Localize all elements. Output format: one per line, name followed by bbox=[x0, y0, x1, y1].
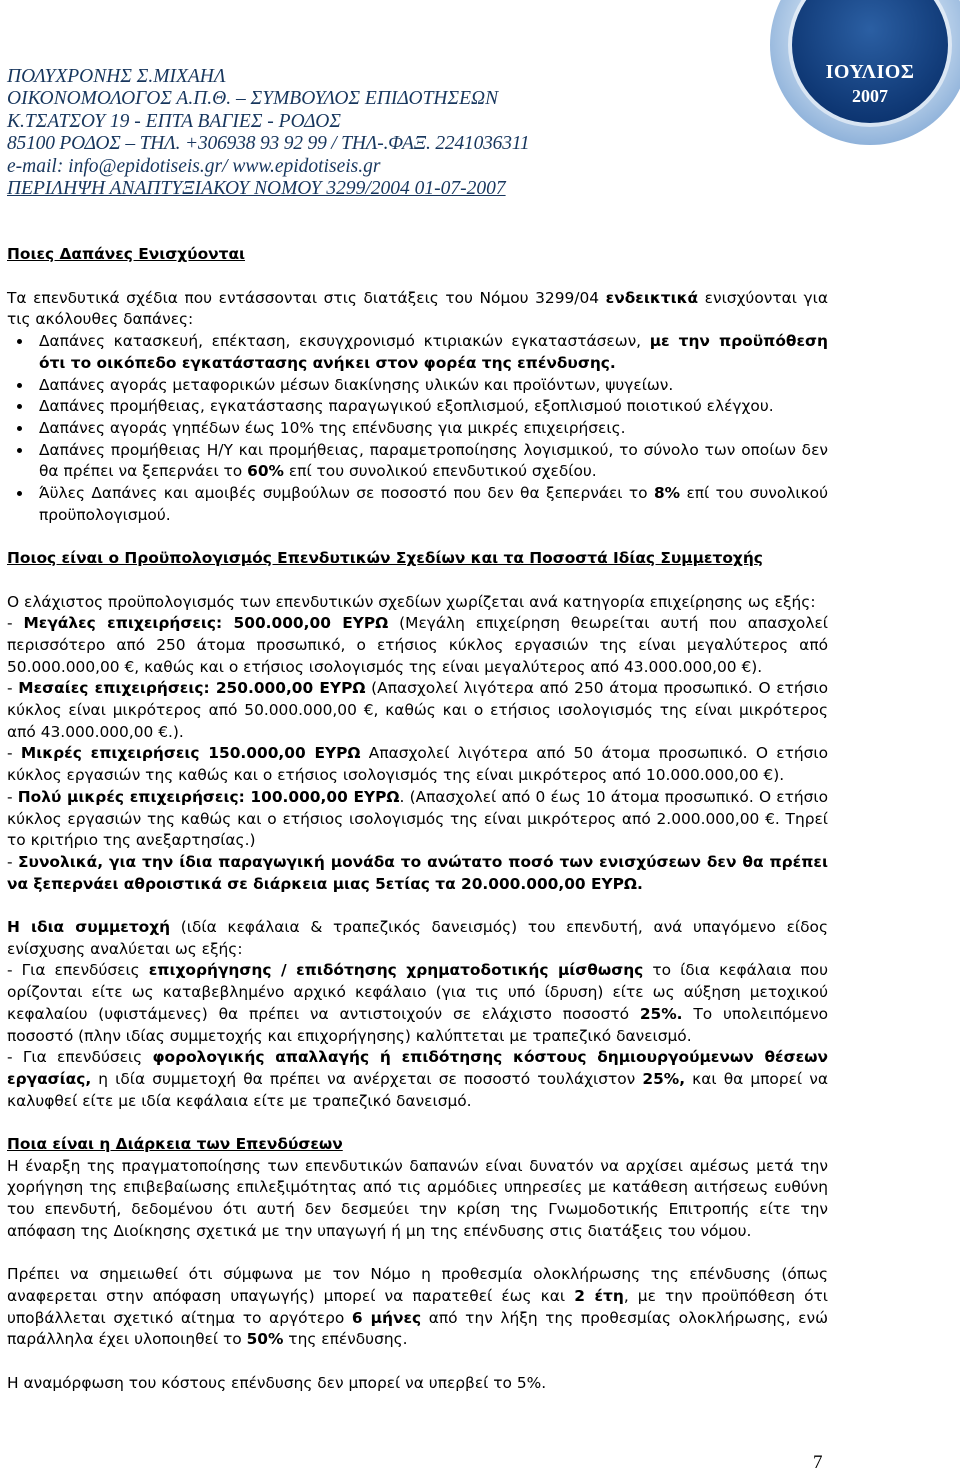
document-body bbox=[7, 244, 828, 1394]
text-run: Το υπολειπόμενο ποσοστό (πλην ιδίας συμμετοχής και επιχορήγησης) καλύπτεται με τραπεζικό δανεισμό. bbox=[7, 1004, 828, 1045]
own-contribution-intro bbox=[7, 917, 828, 960]
text-run: ενισχύονται για τις ακόλουθες δαπάνες: bbox=[7, 288, 828, 329]
text-run-bold: Μεσαίες επιχειρήσεις: 250.000,00 ΕΥΡΩ bbox=[18, 679, 366, 698]
text-run: Απασχολεί λιγότερα από 50 άτομα προσωπικό. Ο ετήσιο κύκλος εργασιών της καθώς και ο ετήσιος ισολογισμός της είναι μικρότερος από 10.000.000,00 €). bbox=[7, 744, 829, 785]
letterhead-subject: ΠΕΡΙΛΗΨΗ ΑΝΑΠΤΥΞΙΑΚΟΥ ΝΟΜΟΥ 3299/2004 01-07-2007 bbox=[7, 177, 506, 199]
text-run-bold: Μεγάλες επιχειρήσεις: 500.000,00 ΕΥΡΩ bbox=[23, 614, 389, 633]
list-item bbox=[39, 375, 828, 397]
text-run-bold: 8% bbox=[653, 484, 681, 503]
section-title-duration: Ποια είναι η Διάρκεια των Επενδύσεων bbox=[7, 1135, 343, 1154]
text-run: - bbox=[7, 614, 24, 633]
spacer bbox=[7, 526, 828, 548]
text-run: Δαπάνες προμήθειας Η/Υ και προμήθειας, παραμετροποίησης λογισμικού, το σύνολο των οποίων δεν θα πρέπει να ξεπερνάει το bbox=[39, 440, 828, 481]
text-run: - bbox=[7, 744, 21, 763]
text-run: - bbox=[7, 787, 18, 806]
own-contribution-grant bbox=[7, 960, 828, 1047]
text-run-bold: Πολύ μικρές επιχειρήσεις: 100.000,00 ΕΥΡΩ bbox=[17, 787, 400, 806]
text-run-bold: με την προϋπόθεση ότι το οικόπεδο εγκατάστασης ανήκει στον φορέα της επένδυσης. bbox=[39, 332, 828, 372]
text-run-bold: 2 έτη bbox=[574, 1286, 624, 1305]
section-title-budget: Ποιος είναι ο Προϋπολογισμός Επενδυτικών Σχεδίων και τα Ποσοστά Ιδίας Συμμετοχής bbox=[7, 549, 763, 568]
budget-medium bbox=[7, 678, 828, 743]
expenses-intro bbox=[7, 288, 828, 331]
text-run-bold: Η ιδια συμμετοχή bbox=[7, 918, 171, 937]
text-run: Δαπάνες αγοράς μεταφορικών μέσων διακίνησης υλικών και προϊόντων, ψυγείων. bbox=[39, 375, 674, 394]
text-run: Δαπάνες κατασκευή, επέκταση, εκσυγχρονισμό κτιριακών εγκαταστάσεων, bbox=[39, 332, 650, 351]
budget-total bbox=[7, 852, 828, 895]
text-run-bold: Μικρές επιχειρήσεις 150.000,00 ΕΥΡΩ bbox=[20, 744, 361, 763]
text-run: Τα επενδυτικά σχέδια που εντάσσονται στις διατάξεις του Νόμου 3299/04 bbox=[7, 288, 606, 307]
badge-year: 2007 bbox=[852, 86, 888, 106]
text-run: Άϋλες Δαπάνες και αμοιβές συμβούλων σε ποσοστό που δεν θα ξεπερνάει το bbox=[39, 484, 654, 503]
duration-paragraph-2 bbox=[7, 1264, 828, 1351]
list-item bbox=[39, 396, 828, 418]
spacer bbox=[7, 895, 828, 917]
own-contribution-tax bbox=[7, 1047, 828, 1112]
text-run: (Μεγάλη επιχείρηση θεωρείται αυτή που απασχολεί περισσότερο από 250 άτομα προσωπικό, ο ετήσιος κύκλος εργασιών της είναι μεγαλύτερος από 50.000.000,00 €, καθώς και ο ετήσιος ισολογισμός της είναι μεγαλύτερος από 43.000.000,00 €). bbox=[7, 614, 828, 676]
text-run: . (Απασχολεί από 0 έως 10 άτομα προσωπικό. Ο ετήσιο κύκλος εργασιών της καθώς και ο ετήσιος ισολογισμός της είναι μικρότερος από 2.000.000,00 €. Τηρεί το κριτήριο της ανεξαρτησίας.) bbox=[7, 787, 828, 850]
budget-very-small bbox=[7, 787, 828, 852]
text-run-bold: ενδεικτικά bbox=[605, 288, 699, 307]
budget-small bbox=[7, 743, 828, 786]
text-run: - bbox=[7, 679, 19, 698]
text-run-bold: 60% bbox=[247, 462, 284, 481]
section-title-expenses: Ποιες Δαπάνες Ενισχύονται bbox=[7, 245, 246, 263]
badge-month: ΙΟΥΛΙΟΣ bbox=[825, 61, 915, 83]
text-run-bold: φορολογικής απαλλαγής ή επιδότησης κόστους δημιουργούμενων θέσεων εργασίας, bbox=[7, 1048, 829, 1088]
list-item bbox=[39, 418, 828, 440]
spacer bbox=[7, 1351, 828, 1373]
text-run: επί του συνολικού επενδυτικού σχεδίου. bbox=[283, 462, 597, 481]
text-run: το ίδια κεφάλαια που ορίζονται είτε ως καταβεβλημένο αρχικό κεφάλαιο (για τις υπό ίδρυση) είτε ως αύξηση μετοχικού κεφαλαίου (υφιστάμενες) θα πρέπει να αντιστοιχούν σε ελάχιστο ποσοστό bbox=[7, 961, 828, 1023]
text-run-bold: Συνολικά, για την ίδια παραγωγική μονάδα το ανώτατο ποσό των ενισχύσεων δεν θα πρέπει να ξεπερνάει αθροιστικά σε διάρκεια μιας 5ετίας τα 20.000.000,00 ΕΥΡΩ. bbox=[7, 852, 828, 893]
text-run: - Για επενδύσεις bbox=[7, 961, 149, 980]
text-run: η ιδία συμμετοχή θα πρέπει να ανέρχεται σε ποσοστό τουλάχιστον bbox=[91, 1069, 643, 1088]
text-run: από την λήξη της προθεσμίας ολοκλήρωσης, ενώ παράλληλα έχει υλοποιηθεί το bbox=[7, 1308, 828, 1349]
text-run: Πρέπει να σημειωθεί ότι σύμφωνα με τον Νόμο η προθεσμία ολοκλήρωσης της επένδυσης (όπως αναφερεται στην απόφαση υπαγωγής) μπορεί να παρατεθεί έως και bbox=[7, 1265, 828, 1305]
spacer bbox=[7, 1243, 828, 1265]
text-run-bold: 25%, bbox=[642, 1069, 686, 1088]
text-run-bold: επιχορήγησης / επιδότησης χρηματοδοτικής μίσθωσης bbox=[148, 961, 644, 980]
letterhead bbox=[7, 66, 687, 200]
letterhead-phone: 85100 ΡΟΔΟΣ – ΤΗΛ. +306938 93 92 99 / ΤΗΛ-.ΦΑΞ. 2241036311 bbox=[7, 133, 530, 155]
text-run: και θα μπορεί να καλυφθεί είτε με ιδία κεφάλαια είτε με τραπεζικό δανεισμό. bbox=[7, 1069, 828, 1110]
text-run-bold: 25%. bbox=[639, 1004, 683, 1023]
letterhead-name: ΠΟΛΥΧΡΟΝΗΣ Σ.ΜΙΧΑΗΛ bbox=[7, 66, 226, 87]
text-run: , με την προϋπόθεση ότι υποβάλλεται σχετικό αίτημα το αργότερο bbox=[7, 1286, 828, 1327]
text-run: Δαπάνες προμήθειας, εγκατάστασης παραγωγικού εξοπλισμού, εξοπλισμού ποιοτικού ελέγχου. bbox=[39, 397, 774, 416]
list-item bbox=[39, 331, 828, 374]
letterhead-email: e-mail: info@epidotiseis.gr/ www.epidotiseis.gr bbox=[7, 155, 381, 177]
text-run-bold: 6 μήνες bbox=[351, 1308, 422, 1327]
spacer bbox=[7, 266, 828, 288]
duration-paragraph-3: Η αναμόρφωση του κόστους επένδυσης δεν μπορεί να υπερβεί το 5%. bbox=[7, 1373, 547, 1392]
spacer bbox=[7, 1112, 828, 1134]
text-run: Δαπάνες αγοράς γηπέδων έως 10% της επένδυσης για μικρές επιχειρήσεις. bbox=[39, 418, 626, 437]
letterhead-address: Κ.ΤΣΑΤΣΟΥ 19 - ΕΠΤΑ ΒΑΓΙΕΣ - ΡΟΔΟΣ bbox=[7, 110, 341, 132]
text-run: επί του συνολικού προϋπολογισμού. bbox=[39, 484, 828, 524]
text-run: (ιδία κεφάλαια & τραπεζικός δανεισμός) του επενδυτή, ανά υπαγόμενο είδος ενίσχυσης αναλύεται ως εξής: bbox=[7, 918, 828, 958]
text-run: - bbox=[7, 852, 19, 871]
duration-paragraph-1: Η έναρξη της πραγματοποίησης των επενδυτικών δαπανών είναι δυνατόν να αρχίσει αμέσως μετά την χορήγηση της επιβεβαίωσης επιλεξιμότητας από τις αρμόδιες υπηρεσίες με κατάθεση αιτήσεως ευθύνη του επενδυτή, δεδομένου ότι αυτή δεν δεσμεύει την κρίση της Γνωμοδοτικής Επιτροπής είτε την απόφαση της Διοίκησης σχετικά με την υπαγωγή ή μη της επένδυσης στις διατάξεις του νόμου. bbox=[7, 1156, 828, 1240]
list-item bbox=[39, 440, 828, 483]
date-badge bbox=[720, 0, 960, 145]
page-number: 7 bbox=[813, 1452, 823, 1473]
list-item bbox=[39, 483, 828, 526]
text-run: (Απασχολεί λιγότερα από 250 άτομα προσωπικό. Ο ετήσιο κύκλος είναι μικρότερος από 50.000.000,00 €, καθώς και ο ετήσιος ισολογισμός της είναι μικρότερος από 43.000.000,00 €.). bbox=[7, 679, 829, 741]
expenses-list bbox=[7, 331, 828, 526]
text-run: - Για επενδύσεις bbox=[7, 1048, 153, 1067]
text-run-bold: 50% bbox=[246, 1330, 284, 1349]
budget-intro: Ο ελάχιστος προϋπολογισμός των επενδυτικών σχεδίων χωρίζεται ανά κατηγορία επιχείρησης ως εξής: bbox=[7, 592, 816, 611]
budget-large bbox=[7, 613, 828, 678]
spacer bbox=[7, 570, 828, 592]
letterhead-title: ΟΙΚΟΝΟΜΟΛΟΓΟΣ Α.Π.Θ. – ΣΥΜΒΟΥΛΟΣ ΕΠΙΔΟΤΗΣΕΩΝ bbox=[7, 88, 499, 110]
text-run: της επένδυσης. bbox=[283, 1330, 408, 1349]
